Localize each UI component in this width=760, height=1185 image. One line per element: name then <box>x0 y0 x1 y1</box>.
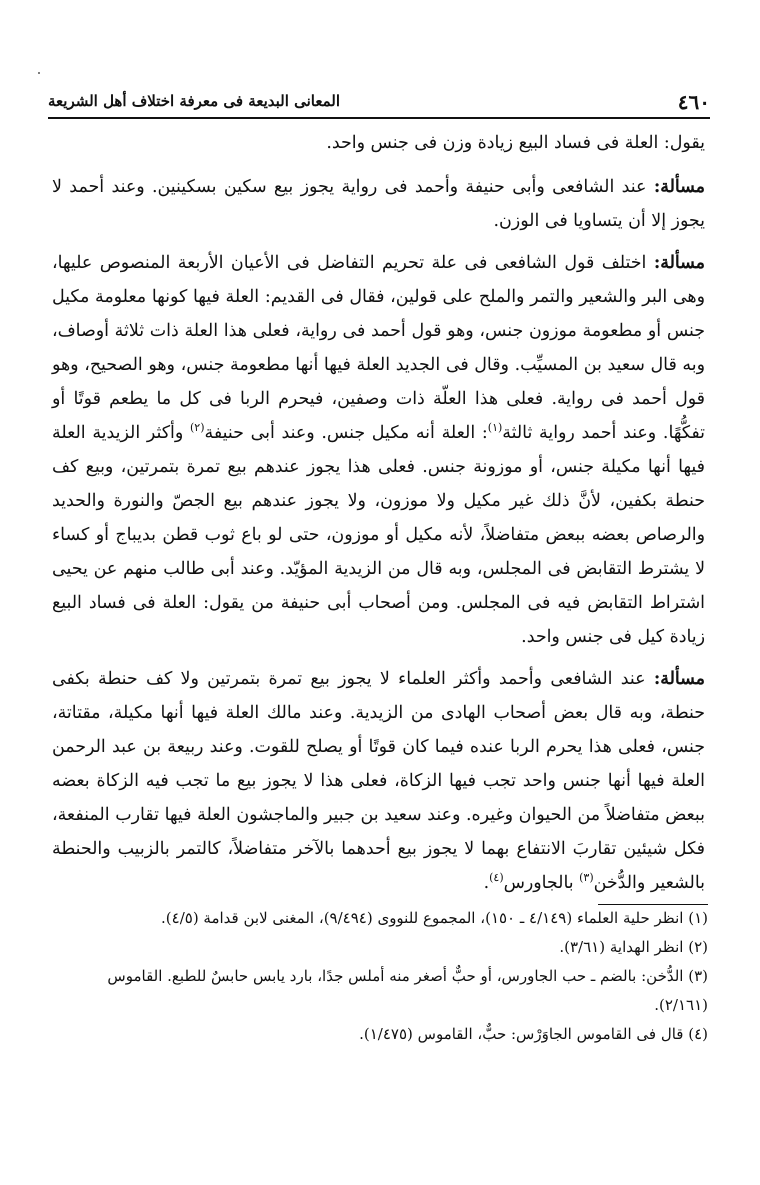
footnote: (٣) الدُّخن: بالضم ـ حب الجاورس، أو حبٌّ أصغر منه أملس جدًا، بارد يابس حابسٌ للطبع. القاموس (٢/١٦١). <box>107 967 708 1014</box>
paragraph-text: بالجاورس <box>503 873 580 893</box>
page-number: ٤٦٠ <box>677 90 710 114</box>
paragraph <box>52 170 705 238</box>
paragraph-text: عند الشافعى وأحمد وأكثر العلماء لا يجوز بيع تمرة بتمرتين ولا كف حنطة بكفى حنطة، وبه قال بعض أصحاب الهادى من الزيدية. وعند مالك العلة فيها أنها مكيلة، مقتاتة، جنس، فعلى هذا يحرم الربا عنده فيما كان قوتًا أو يصلح للقوت. وعند ربيعة بن عبد الرحمن العلة فيها أنها جنس واحد تجب فيها الزكاة، فعلى هذا لا يجوز بيع ما تجب فيه الزكاة بعضه ببعض متفاضلاً من الحيوان وغيره. وعند سعيد بن جبير والماجشون العلة فيها تقارب المنفعة، فكل شيئين تقاربَ الانتفاع بهما لا يجوز بيع أحدهما بالآخر متفاضلاً، كالتمر بالزبيب والحنطة بالشعير والدُّخن <box>52 669 705 893</box>
paragraph-text: يقول: العلة فى فساد البيع زيادة وزن فى جنس واحد. <box>326 133 705 153</box>
header-rule <box>48 117 710 119</box>
paragraph-text: : العلة أنه مكيل جنس. وعند أبى حنيفة <box>204 423 488 443</box>
footnote-ref: (١) <box>487 421 503 435</box>
paragraph <box>52 246 705 654</box>
issue-label: مسألة: <box>653 177 705 197</box>
paragraph <box>52 126 705 160</box>
footnote-ref: (٤) <box>489 871 504 885</box>
footnotes <box>52 904 708 1049</box>
paragraph-text: وأكثر الزيدية العلة فيها أنها مكيلة جنس، أو موزونة جنس. فعلى هذا يجوز عندهم بيع تمرة بتمرتين، وبيع كف حنطة بكفين، لأنَّ ذلك غير مكيل ولا موزون، ولا يجوز عندهم بيع الجصّ والنورة والحديد والرصاص بعضه ببعض متفاضلاً، لأنه مكيل أو موزون، حتى لو باع ثوب قطن بديباج أو كساء لا يشترط التقابض فى المجلس، وبه قال من الزيدية المؤيّد. وعند أبى طالب منهم عن يحيى اشتراط التقابض فيه فى المجلس. ومن أصحاب أبى حنيفة من يقول: العلة فى فساد البيع زيادة كيل فى جنس واحد. <box>52 423 705 647</box>
main-text <box>52 126 705 908</box>
running-header <box>48 88 710 116</box>
paragraph-text: اختلف قول الشافعى فى علة تحريم التفاضل فى الأعيان الأربعة المنصوص عليها، وهى البر والشعير والتمر والملح على قولين، فقال فى القديم: العلة فيها كونها معلومة مكيل جنس أو مطعومة موزون جنس، وهو قول أحمد فى رواية، فعلى هذا العلة ذات ثلاثة أوصاف، وبه قال سعيد بن المسيِّب. وقال فى الجديد العلة فيها أنها مطعومة جنس، وهو الصحيح، وهو قول أحمد فى رواية. فعلى هذا العلّة ذات وصفين، فيحرم الربا فى كل ما يطعم قوتًا أو تفكُّهًا. وعند أحمد رواية ثالثة <box>52 253 705 443</box>
paragraph-text: . <box>483 873 490 893</box>
footnote: (٢) انظر الهداية (٣/٦١). <box>559 938 708 956</box>
issue-label: مسألة: <box>653 669 705 689</box>
footnote-ref: (٣) <box>579 871 594 885</box>
footnote-ref: (٢) <box>190 421 205 435</box>
book-title: المعانى البديعة فى معرفة اختلاف أهل الشريعة <box>48 92 341 110</box>
scan-speck <box>38 72 40 74</box>
footnote: (١) انظر حلية العلماء (٤/١٤٩ ـ ١٥٠)، المجموع للنووى (٩/٤٩٤)، المغنى لابن قدامة (٤/٥). <box>161 909 708 927</box>
footnote: (٤) قال فى القاموس الجاوَرْس: حبٌّ، القاموس (١/٤٧٥). <box>359 1025 708 1043</box>
issue-label: مسألة: <box>653 253 705 273</box>
paragraph <box>52 662 705 900</box>
paragraph-text: عند الشافعى وأبى حنيفة وأحمد فى رواية يجوز بيع سكين بسكينين. وعند أحمد لا يجوز إلا أن يتساويا فى الوزن. <box>52 177 705 231</box>
